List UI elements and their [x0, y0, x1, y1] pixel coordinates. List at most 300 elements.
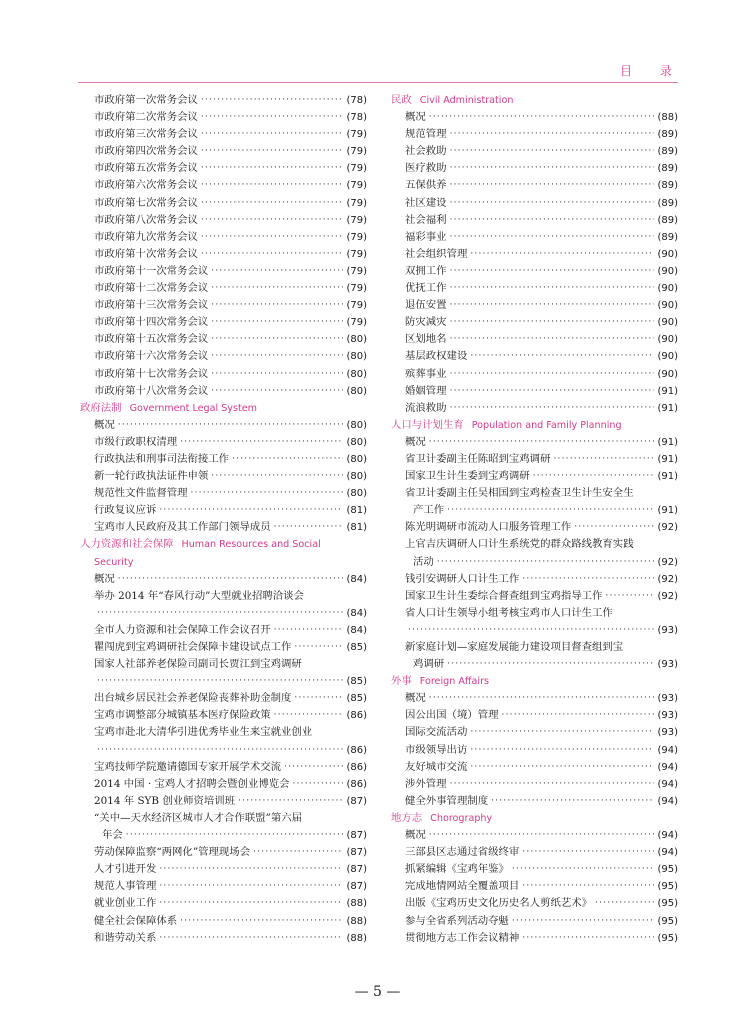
- entry-title: 概况: [405, 692, 426, 705]
- leader-dots: [97, 673, 343, 690]
- entry-title: 市级行政职权清理: [94, 435, 178, 448]
- toc-entry[interactable]: [80, 639, 367, 656]
- toc-entry[interactable]: [80, 485, 367, 502]
- toc-entry[interactable]: [80, 451, 367, 468]
- toc-group-foreign-affairs: [391, 690, 678, 810]
- entry-title: 社会救助: [405, 145, 447, 158]
- entry-title: 市政府第十四次常务会议: [94, 316, 209, 329]
- leader-dots: [211, 297, 343, 314]
- toc-entry[interactable]: [391, 895, 678, 912]
- toc-entry[interactable]: [391, 793, 678, 810]
- section-title-en: Population and Family Planning: [471, 419, 622, 431]
- entry-page: (89): [657, 163, 678, 175]
- toc-section-chorography[interactable]: [391, 810, 678, 827]
- entry-page: (79): [346, 300, 367, 312]
- toc-entry[interactable]: [391, 861, 678, 878]
- entry-page: (93): [657, 693, 678, 705]
- leader-dots: [274, 519, 344, 536]
- toc-entry-line[interactable]: 上官吉庆调研人口计生系统党的群众路线教育实践: [405, 538, 634, 551]
- section-title-en: Foreign Affairs: [419, 676, 490, 688]
- section-title-en: Human Resources and Social: [181, 539, 321, 551]
- toc-entry[interactable]: [80, 212, 367, 229]
- section-title-cn: 地方志: [391, 811, 423, 824]
- toc-entry[interactable]: [80, 160, 367, 177]
- entry-page: (78): [346, 95, 367, 106]
- toc-entry[interactable]: [391, 212, 678, 229]
- entry-title: 三部县区志通过省级终审: [405, 846, 520, 859]
- leader-dots: [211, 348, 343, 365]
- leader-dots: [470, 742, 654, 759]
- toc-entry[interactable]: [80, 417, 367, 434]
- leader-dots: [201, 109, 344, 126]
- section-title-en-cont: Security: [94, 556, 134, 568]
- entry-title: 新一轮行政执法证件申领: [94, 470, 209, 483]
- entry-page: (89): [657, 146, 678, 158]
- entry-title: 概况: [94, 572, 115, 585]
- toc-entry[interactable]: [80, 690, 367, 707]
- section-title-cn: 民政: [391, 94, 412, 106]
- leader-dots: [553, 451, 654, 468]
- leader-dots: [274, 622, 344, 639]
- entry-title: 活动: [413, 555, 434, 568]
- entry-title: 退伍安置: [405, 299, 447, 312]
- entry-title: 鸡调研: [413, 658, 445, 671]
- toc-section-human-resources-cont: [80, 554, 367, 571]
- entry-page: (92): [657, 522, 678, 534]
- leader-dots: [118, 571, 344, 588]
- toc-entry[interactable]: [80, 263, 367, 280]
- entry-title: 流浪救助: [405, 401, 447, 414]
- leader-dots: [159, 502, 343, 519]
- entry-page: (89): [657, 129, 678, 141]
- entry-page: (93): [657, 727, 678, 739]
- leader-dots: [201, 92, 344, 109]
- entry-title: 规范管理: [405, 128, 447, 141]
- toc-entry[interactable]: [80, 434, 367, 451]
- toc-entry[interactable]: [80, 759, 367, 776]
- leader-dots: [159, 878, 343, 895]
- entry-page: (88): [657, 112, 678, 124]
- entry-page: (88): [346, 932, 367, 944]
- leader-dots: [159, 930, 343, 947]
- leader-dots: [201, 143, 344, 160]
- leader-dots: [294, 690, 343, 707]
- entry-title: 2014 年 SYB 创业师资培训班: [94, 794, 236, 807]
- entry-page: (80): [346, 488, 367, 500]
- leader-dots: [274, 707, 344, 724]
- entry-page: (81): [346, 522, 367, 534]
- entry-page: (91): [657, 385, 678, 397]
- entry-page: (79): [346, 163, 367, 175]
- entry-page: (79): [346, 180, 367, 192]
- entry-title: 殡葬事业: [405, 367, 447, 380]
- toc-entry[interactable]: [391, 502, 678, 519]
- entry-title: 完成地情网站全覆盖项目: [405, 880, 520, 893]
- leader-dots: [447, 502, 654, 519]
- toc-entry[interactable]: [80, 331, 367, 348]
- toc-section-population[interactable]: [391, 417, 678, 434]
- entry-page: (84): [346, 607, 367, 619]
- toc-group-civil-administration: [391, 109, 678, 417]
- toc-entry[interactable]: [80, 707, 367, 724]
- entry-page: (86): [346, 710, 367, 722]
- leader-dots: [429, 109, 655, 126]
- leader-dots: [201, 195, 344, 212]
- leader-dots: [470, 724, 654, 741]
- entry-title: 双拥工作: [405, 264, 447, 277]
- toc-entry[interactable]: [391, 742, 678, 759]
- entry-title: 社会组织管理: [405, 247, 468, 260]
- toc-entry[interactable]: [391, 263, 678, 280]
- toc-entry[interactable]: [80, 895, 367, 912]
- toc-entry[interactable]: [391, 878, 678, 895]
- entry-title: 市级领导出访: [405, 743, 468, 756]
- toc-entry[interactable]: [391, 229, 678, 246]
- toc-entry-line[interactable]: 国家人社部养老保险司副司长贾江到宝鸡调研: [94, 658, 302, 671]
- entry-page: (79): [346, 248, 367, 260]
- toc-group-chorography: [391, 827, 678, 947]
- entry-title: 全市人力资源和社会保障工作会议召开: [94, 623, 271, 636]
- entry-page: (89): [657, 231, 678, 243]
- leader-dots: [447, 656, 654, 673]
- toc-entry[interactable]: [80, 571, 367, 588]
- toc-entry[interactable]: [391, 913, 678, 930]
- toc-entry[interactable]: [391, 622, 678, 639]
- toc-entry[interactable]: [391, 246, 678, 263]
- entry-page: (91): [657, 471, 678, 483]
- toc-entry[interactable]: [391, 451, 678, 468]
- toc-entry[interactable]: [391, 554, 678, 571]
- toc-group-human-resources: [80, 571, 367, 947]
- leader-dots: [522, 571, 654, 588]
- toc-entry-line[interactable]: 省卫计委副主任吴相国到宝鸡检查卫生计生安全生: [405, 487, 634, 500]
- toc-column-left: [80, 92, 367, 947]
- entry-title: 健全社会保障体系: [94, 914, 178, 927]
- leader-dots: [450, 212, 655, 229]
- toc-entry[interactable]: [391, 707, 678, 724]
- entry-title: 市政府第七次常务会议: [94, 196, 198, 209]
- entry-page: (80): [346, 419, 367, 431]
- leader-dots: [126, 827, 344, 844]
- entry-title: 概况: [405, 829, 426, 842]
- toc-entry[interactable]: [80, 109, 367, 126]
- entry-title: 抓紧编辑《宝鸡年鉴》: [405, 863, 509, 876]
- entry-page: (95): [657, 898, 678, 910]
- leader-dots: [450, 297, 655, 314]
- toc-entry[interactable]: [391, 519, 678, 536]
- toc-entry-line[interactable]: 举办 2014 年“春风行动”大型就业招聘洽谈会: [94, 589, 304, 602]
- leader-dots: [512, 861, 655, 878]
- page-number: — 5 —: [354, 984, 401, 1000]
- entry-page: (79): [346, 317, 367, 329]
- entry-title: 概况: [405, 111, 426, 124]
- toc-entry[interactable]: [391, 280, 678, 297]
- entry-title: 市政府第十五次常务会议: [94, 333, 209, 346]
- leader-dots: [211, 280, 343, 297]
- entry-page: (92): [657, 590, 678, 602]
- leader-dots: [118, 417, 344, 434]
- leader-dots: [450, 331, 655, 348]
- entry-title: 规范人事管理: [94, 880, 157, 893]
- toc-entry[interactable]: [391, 297, 678, 314]
- leader-dots: [159, 895, 343, 912]
- section-title-cn: 人口与计划生育: [391, 418, 464, 431]
- leader-dots: [211, 468, 343, 485]
- toc-section-civil-administration[interactable]: [391, 92, 678, 109]
- toc-entry[interactable]: [391, 400, 678, 417]
- entry-page: (80): [346, 385, 367, 397]
- toc-entry[interactable]: [80, 246, 367, 263]
- running-header: 目 录: [620, 64, 684, 78]
- toc-entry[interactable]: [80, 878, 367, 895]
- leader-dots: [211, 383, 343, 400]
- entry-title: 市政府第十七次常务会议: [94, 367, 209, 380]
- entry-page: (90): [657, 334, 678, 346]
- entry-title: 因公出国（境）管理: [405, 709, 499, 722]
- toc-entry[interactable]: [391, 656, 678, 673]
- toc-entry[interactable]: [391, 434, 678, 451]
- toc-entry[interactable]: [391, 143, 678, 160]
- leader-dots: [284, 759, 343, 776]
- entry-page: (86): [346, 761, 367, 773]
- toc-entry[interactable]: [391, 724, 678, 741]
- toc-entry[interactable]: [80, 468, 367, 485]
- toc-entry-line[interactable]: 宝鸡市赴北大清华引进优秀毕业生来宝就业创业: [94, 726, 313, 739]
- toc-entry[interactable]: [80, 605, 367, 622]
- entry-page: (80): [346, 368, 367, 380]
- toc-entry[interactable]: [80, 92, 367, 109]
- entry-page: (87): [346, 795, 367, 807]
- toc-entry[interactable]: [80, 793, 367, 810]
- entry-title: 参与全省系列活动夺魁: [405, 914, 509, 927]
- toc-entry[interactable]: [80, 776, 367, 793]
- entry-title: 婚姻管理: [405, 384, 447, 397]
- entry-title: 就业创业工作: [94, 897, 157, 910]
- entry-page: (85): [346, 693, 367, 705]
- toc-group-population: [391, 434, 678, 673]
- leader-dots: [470, 246, 654, 263]
- entry-title: 钱引安调研人口计生工作: [405, 572, 520, 585]
- toc-entry[interactable]: [80, 348, 367, 365]
- entry-page: (94): [657, 847, 678, 859]
- leader-dots: [408, 622, 654, 639]
- entry-title: 社会福利: [405, 213, 447, 226]
- leader-dots: [450, 366, 655, 383]
- toc-entry[interactable]: [391, 160, 678, 177]
- entry-page: (94): [657, 795, 678, 807]
- entry-title: 福彩事业: [405, 230, 447, 243]
- toc-entry[interactable]: [391, 930, 678, 947]
- leader-dots: [159, 861, 343, 878]
- entry-page: (89): [657, 214, 678, 226]
- toc-entry[interactable]: [80, 229, 367, 246]
- toc-entry[interactable]: [391, 571, 678, 588]
- leader-dots: [450, 263, 655, 280]
- leader-dots: [293, 776, 344, 793]
- entry-title: 瞿闯虎到宝鸡调研社会保障卡建设试点工作: [94, 641, 292, 653]
- entry-title: 市政府第十一次常务会议: [94, 264, 209, 277]
- toc-entry[interactable]: [391, 109, 678, 126]
- entry-page: (88): [346, 915, 367, 927]
- toc-entry[interactable]: [80, 913, 367, 930]
- entry-title: 省卫计委副主任陈昭到宝鸡调研: [405, 452, 551, 465]
- toc-entry[interactable]: [391, 314, 678, 331]
- entry-title: 人才引进开发: [94, 863, 157, 876]
- toc-entry[interactable]: [80, 177, 367, 194]
- toc-entry[interactable]: [391, 690, 678, 707]
- entry-title: 国家卫生计生委到宝鸡调研: [405, 470, 530, 483]
- entry-page: (86): [346, 778, 367, 790]
- leader-dots: [595, 895, 654, 912]
- leader-dots: [450, 177, 655, 194]
- toc-entry[interactable]: [80, 195, 367, 212]
- toc-entry[interactable]: [80, 383, 367, 400]
- entry-title: 陈光明调研市流动人口服务管理工作: [405, 521, 572, 534]
- toc-entry[interactable]: [80, 622, 367, 639]
- entry-title: 区划地名: [405, 333, 447, 346]
- leader-dots: [191, 485, 344, 502]
- entry-page: (94): [657, 761, 678, 773]
- entry-page: (93): [657, 659, 678, 671]
- toc-entry[interactable]: [80, 297, 367, 314]
- toc-section-legal-system[interactable]: [80, 400, 367, 417]
- toc-entry[interactable]: [80, 314, 367, 331]
- toc-entry[interactable]: [80, 827, 367, 844]
- entry-title: 宝鸡市人民政府及其工作部门领导成员: [94, 521, 271, 534]
- toc-entry[interactable]: [80, 502, 367, 519]
- leader-dots: [450, 776, 655, 793]
- entry-page: (90): [657, 283, 678, 295]
- entry-title: 概况: [94, 418, 115, 431]
- section-title-en: Chorography: [430, 812, 493, 824]
- toc-entry[interactable]: [391, 759, 678, 776]
- entry-title: 基层政权建设: [405, 350, 468, 363]
- leader-dots: [201, 160, 344, 177]
- entry-title: 市政府第八次常务会议: [94, 213, 198, 226]
- entry-page: (84): [346, 573, 367, 585]
- toc-entry-line[interactable]: 省人口计生领导小组考核宝鸡市人口计生工作: [405, 606, 613, 619]
- entry-title: 2014 中国 · 宝鸡人才招聘会暨创业博览会: [94, 777, 290, 790]
- leader-dots: [294, 639, 343, 656]
- toc-entry-line[interactable]: 新家庭计划—家庭发展能力建设项目督查组到宝: [405, 641, 624, 653]
- toc-entry[interactable]: [80, 519, 367, 536]
- entry-title: 市政府第十八次常务会议: [94, 384, 209, 397]
- leader-dots: [470, 759, 654, 776]
- entry-title: 国家卫生计生委综合督查组到宝鸡指导工作: [405, 589, 603, 602]
- entry-page: (94): [657, 744, 678, 756]
- entry-title: 社区建设: [405, 196, 447, 209]
- leader-dots: [201, 177, 344, 194]
- toc-entry[interactable]: [391, 331, 678, 348]
- entry-title: 宝鸡市调整部分城镇基本医疗保险政策: [94, 709, 271, 722]
- leader-dots: [450, 400, 655, 417]
- toc-section-foreign-affairs[interactable]: [391, 673, 678, 690]
- toc-entry[interactable]: [391, 126, 678, 143]
- toc-entry[interactable]: [80, 673, 367, 690]
- entry-title: 规范性文件监督管理: [94, 487, 188, 500]
- toc-entry[interactable]: [391, 195, 678, 212]
- entry-page: (94): [657, 830, 678, 842]
- entry-title: 健全外事管理制度: [405, 794, 489, 807]
- entry-page: (90): [657, 300, 678, 312]
- entry-page: (87): [346, 864, 367, 876]
- toc-entry[interactable]: [391, 366, 678, 383]
- entry-page: (80): [346, 351, 367, 363]
- entry-title: 市政府第二次常务会议: [94, 111, 198, 124]
- toc-entry[interactable]: [80, 742, 367, 759]
- toc-entry[interactable]: [80, 126, 367, 143]
- leader-dots: [97, 742, 343, 759]
- toc-entry[interactable]: [80, 861, 367, 878]
- toc-entry[interactable]: [80, 280, 367, 297]
- leader-dots: [491, 793, 654, 810]
- leader-dots: [211, 314, 343, 331]
- leader-dots: [211, 366, 343, 383]
- leader-dots: [450, 195, 655, 212]
- leader-dots: [450, 160, 655, 177]
- entry-page: (81): [346, 505, 367, 517]
- entry-page: (90): [657, 265, 678, 277]
- entry-title: 宝鸡技师学院邀请德国专家开展学术交流: [94, 760, 282, 773]
- entry-page: (90): [657, 368, 678, 380]
- leader-dots: [97, 605, 343, 622]
- toc-entry[interactable]: [391, 588, 678, 605]
- leader-dots: [429, 827, 655, 844]
- entry-page: (78): [346, 112, 367, 124]
- entry-page: (89): [657, 180, 678, 192]
- entry-title: 市政府第五次常务会议: [94, 162, 198, 175]
- entry-title: 市政府第十六次常务会议: [94, 350, 209, 363]
- toc-entry[interactable]: [391, 844, 678, 861]
- toc-entry[interactable]: [391, 348, 678, 365]
- entry-title: 医疗救助: [405, 162, 447, 175]
- toc-entry[interactable]: [80, 844, 367, 861]
- toc-entry[interactable]: [80, 366, 367, 383]
- entry-page: (86): [346, 744, 367, 756]
- leader-dots: [533, 468, 655, 485]
- leader-dots: [232, 451, 343, 468]
- toc-entry[interactable]: [80, 143, 367, 160]
- leader-dots: [201, 246, 344, 263]
- entry-page: (91): [657, 436, 678, 448]
- entry-page: (91): [657, 505, 678, 517]
- leader-dots: [450, 280, 655, 297]
- leader-dots: [502, 707, 655, 724]
- leader-dots: [512, 913, 655, 930]
- entry-title: 行政执法和刑事司法衔接工作: [94, 452, 230, 465]
- entry-page: (95): [657, 915, 678, 927]
- toc-entry-line[interactable]: “关中—天水经济区城市人才合作联盟”第六届: [94, 811, 303, 824]
- toc-column-right: [391, 92, 678, 947]
- toc-section-human-resources[interactable]: [80, 536, 367, 553]
- toc-entry[interactable]: [391, 177, 678, 194]
- entry-page: (92): [657, 573, 678, 585]
- entry-page: (80): [346, 436, 367, 448]
- leader-dots: [201, 126, 344, 143]
- toc-entry[interactable]: [391, 383, 678, 400]
- entry-page: (90): [657, 248, 678, 260]
- entry-page: (85): [346, 676, 367, 688]
- toc-entry[interactable]: [391, 776, 678, 793]
- entry-title: 市政府第十三次常务会议: [94, 299, 209, 312]
- entry-page: (87): [346, 847, 367, 859]
- toc-group-executive-meetings: [80, 92, 367, 400]
- toc-entry[interactable]: [80, 930, 367, 947]
- entry-title: 友好城市交流: [405, 760, 468, 773]
- toc-entry[interactable]: [391, 827, 678, 844]
- toc-entry[interactable]: [391, 468, 678, 485]
- entry-title: 市政府第四次常务会议: [94, 145, 198, 158]
